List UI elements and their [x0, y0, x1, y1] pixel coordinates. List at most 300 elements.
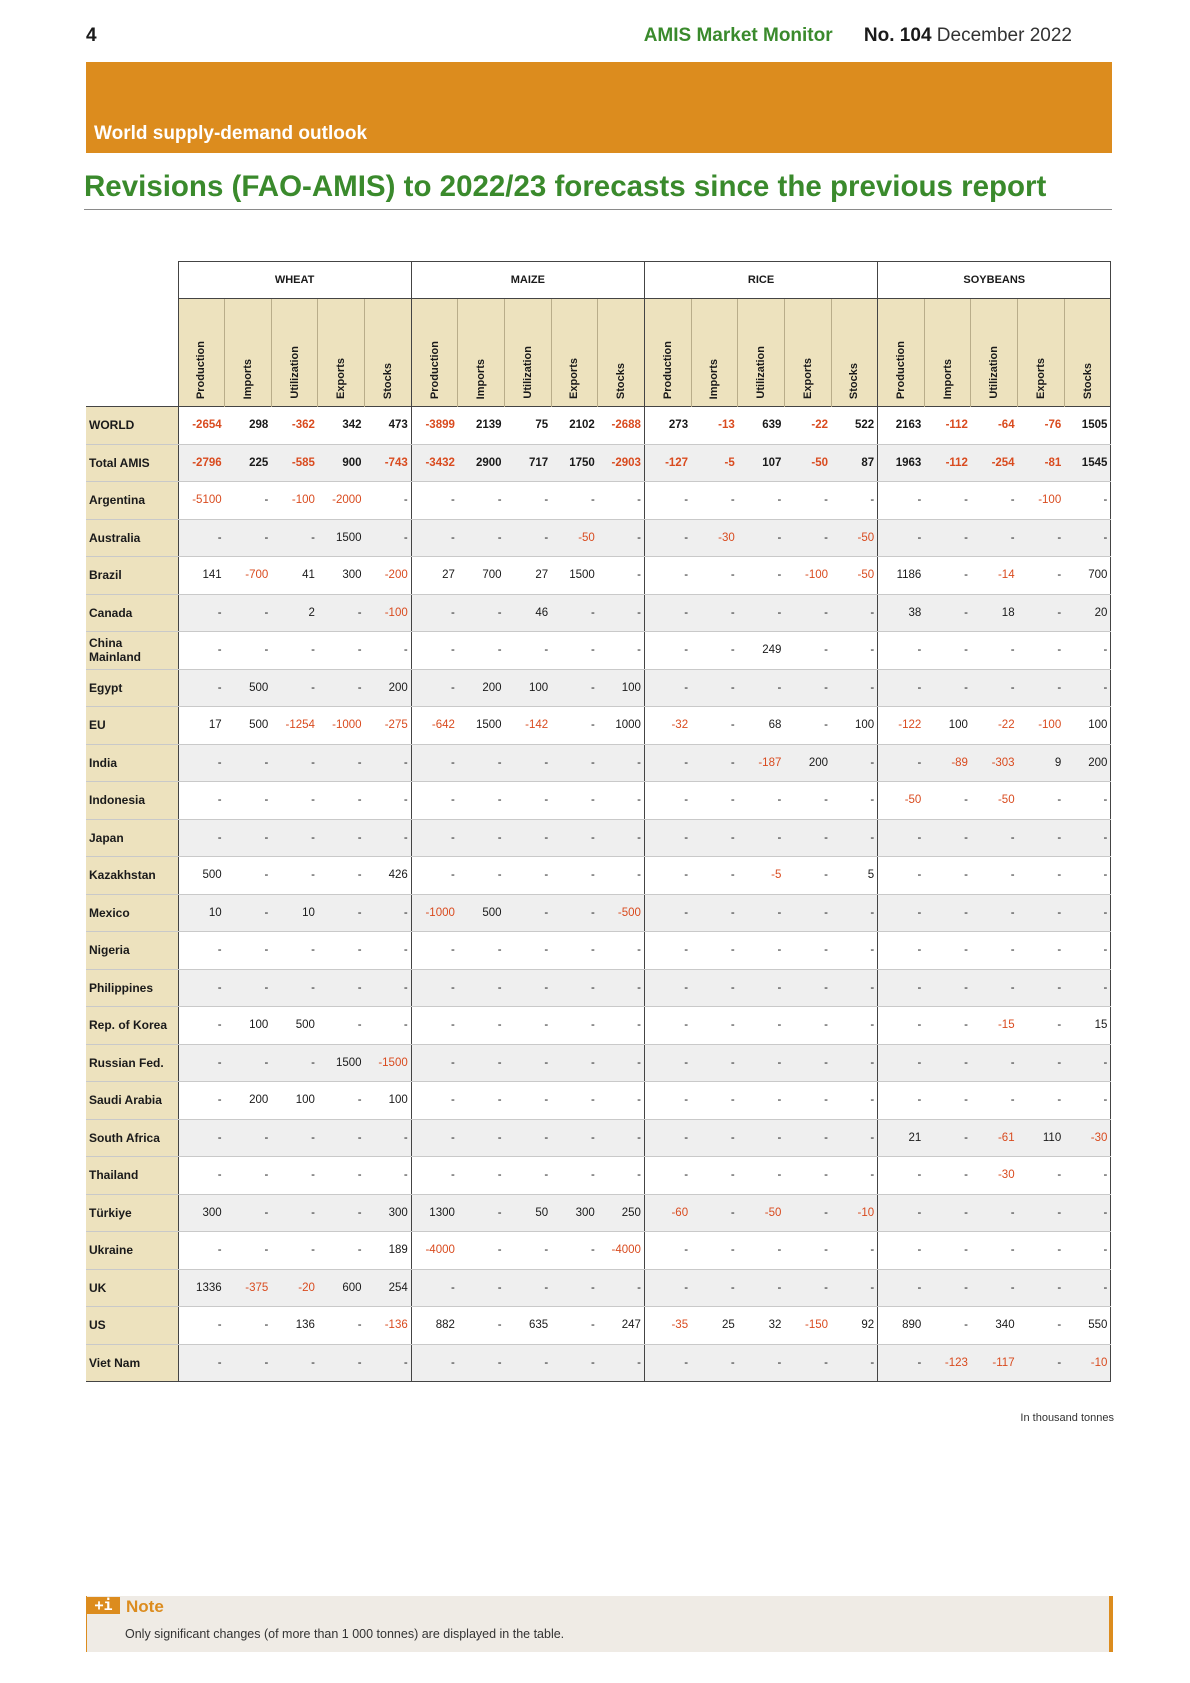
- table-cell: -: [691, 632, 738, 670]
- table-cell: -: [598, 519, 645, 557]
- table-cell: -: [411, 819, 458, 857]
- table-cell: -: [178, 819, 225, 857]
- table-cell: -: [831, 782, 878, 820]
- table-cell: -: [784, 632, 831, 670]
- table-cell: -: [551, 894, 598, 932]
- table-cell: 900: [318, 444, 365, 482]
- table-cell: -: [831, 669, 878, 707]
- note-title: Note: [126, 1597, 164, 1616]
- table-cell: -: [691, 669, 738, 707]
- table-cell: -: [924, 782, 971, 820]
- table-cell: -303: [971, 744, 1018, 782]
- table-cell: -60: [644, 1194, 691, 1232]
- table-cell: -585: [271, 444, 318, 482]
- table-cell: 300: [318, 557, 365, 595]
- table-cell: -: [924, 1232, 971, 1270]
- table-cell: -: [411, 1082, 458, 1120]
- table-cell: -: [458, 1007, 505, 1045]
- table-cell: -: [365, 482, 412, 520]
- table-cell: 1500: [318, 519, 365, 557]
- table-cell: 300: [178, 1194, 225, 1232]
- table-cell: -100: [1018, 482, 1065, 520]
- table-cell: -: [784, 1157, 831, 1195]
- table-cell: 1500: [318, 1044, 365, 1082]
- table-cell: -: [1064, 1269, 1111, 1307]
- table-cell: -112: [924, 444, 971, 482]
- table-cell: -: [691, 1269, 738, 1307]
- table-row: [86, 1157, 1111, 1195]
- table-cell: -743: [365, 444, 412, 482]
- table-cell: -: [1018, 557, 1065, 595]
- table-cell: -: [1018, 1157, 1065, 1195]
- table-cell: -: [598, 1269, 645, 1307]
- page-number: 4: [86, 25, 97, 46]
- table-cell: -: [365, 519, 412, 557]
- table-cell: -: [644, 744, 691, 782]
- table-cell: -: [971, 632, 1018, 670]
- table-cell: -: [458, 1344, 505, 1382]
- table-cell: -: [691, 932, 738, 970]
- table-cell: -: [458, 1044, 505, 1082]
- table-cell: -: [831, 744, 878, 782]
- table-cell: -: [1018, 819, 1065, 857]
- table-cell: -: [1018, 1307, 1065, 1345]
- section-banner: [86, 62, 1112, 153]
- table-cell: -642: [411, 707, 458, 745]
- country-name: Argentina: [86, 482, 178, 520]
- column-header-label: Utilization: [288, 346, 301, 399]
- table-cell: -: [784, 519, 831, 557]
- table-cell: -: [505, 969, 552, 1007]
- table-cell: -: [831, 1269, 878, 1307]
- table-cell: -: [551, 482, 598, 520]
- table-cell: 107: [738, 444, 785, 482]
- table-cell: 298: [225, 407, 272, 445]
- table-cell: -: [225, 519, 272, 557]
- table-cell: 500: [225, 707, 272, 745]
- table-cell: -: [551, 969, 598, 1007]
- table-cell: -2000: [318, 482, 365, 520]
- table-cell: 100: [365, 1082, 412, 1120]
- country-name: South Africa: [86, 1119, 178, 1157]
- table-cell: 10: [271, 894, 318, 932]
- table-cell: -: [691, 1007, 738, 1045]
- table-cell: -: [411, 857, 458, 895]
- column-header: [1064, 299, 1111, 407]
- table-cell: -: [551, 744, 598, 782]
- table-cell: 639: [738, 407, 785, 445]
- table-cell: -: [644, 819, 691, 857]
- table-cell: -: [598, 744, 645, 782]
- table-cell: 200: [784, 744, 831, 782]
- table-cell: -: [691, 1232, 738, 1270]
- table-cell: -64: [971, 407, 1018, 445]
- table-cell: 1300: [411, 1194, 458, 1232]
- table-cell: -: [878, 1082, 925, 1120]
- table-cell: 473: [365, 407, 412, 445]
- column-header-label: Stocks: [615, 362, 628, 399]
- table-cell: -: [644, 519, 691, 557]
- table-cell: -: [738, 782, 785, 820]
- table-cell: -: [924, 857, 971, 895]
- country-name: India: [86, 744, 178, 782]
- table-cell: -: [505, 932, 552, 970]
- table-row: [86, 1044, 1111, 1082]
- table-cell: -: [365, 969, 412, 1007]
- table-row: [86, 1082, 1111, 1120]
- table-cell: -: [225, 1044, 272, 1082]
- table-cell: -127: [644, 444, 691, 482]
- table-cell: 100: [225, 1007, 272, 1045]
- table-cell: -: [271, 782, 318, 820]
- table-cell: -: [691, 894, 738, 932]
- table-cell: -: [551, 1269, 598, 1307]
- table-cell: -187: [738, 744, 785, 782]
- table-cell: -: [411, 932, 458, 970]
- table-cell: -: [691, 482, 738, 520]
- table-row: [86, 1007, 1111, 1045]
- table-cell: -: [738, 1157, 785, 1195]
- country-name: China Mainland: [86, 632, 178, 670]
- table-cell: -: [738, 969, 785, 1007]
- table-cell: -: [1064, 894, 1111, 932]
- table-cell: -700: [225, 557, 272, 595]
- table-cell: 890: [878, 1307, 925, 1345]
- table-cell: -: [1064, 782, 1111, 820]
- issue-number: No. 104: [863, 25, 932, 46]
- table-cell: -: [458, 1307, 505, 1345]
- table-cell: -: [738, 1344, 785, 1382]
- table-cell: -: [1064, 1194, 1111, 1232]
- table-cell: -: [644, 894, 691, 932]
- table-cell: -: [691, 1082, 738, 1120]
- table-cell: -50: [831, 557, 878, 595]
- table-cell: -: [271, 669, 318, 707]
- table-cell: -: [691, 969, 738, 1007]
- table-cell: -: [411, 1044, 458, 1082]
- table-cell: -: [738, 1044, 785, 1082]
- column-header-label: Production: [661, 340, 674, 399]
- table-cell: -: [644, 857, 691, 895]
- table-cell: 200: [365, 669, 412, 707]
- table-cell: 100: [598, 669, 645, 707]
- table-cell: -: [1064, 669, 1111, 707]
- table-cell: -: [738, 519, 785, 557]
- table-cell: -: [551, 1344, 598, 1382]
- table-cell: -: [831, 932, 878, 970]
- country-name: Indonesia: [86, 782, 178, 820]
- table-cell: -: [225, 632, 272, 670]
- table-cell: -: [1018, 782, 1065, 820]
- table-cell: -: [411, 1344, 458, 1382]
- column-header: [878, 299, 925, 407]
- table-cell: -: [365, 1119, 412, 1157]
- table-cell: -: [365, 894, 412, 932]
- table-cell: -: [318, 1007, 365, 1045]
- table-cell: -: [225, 482, 272, 520]
- table-cell: -: [598, 782, 645, 820]
- table-cell: -: [831, 1344, 878, 1382]
- table-cell: 27: [505, 557, 552, 595]
- table-cell: -: [271, 632, 318, 670]
- table-cell: -: [691, 594, 738, 632]
- table-cell: -: [691, 1344, 738, 1382]
- table-cell: -: [271, 1232, 318, 1270]
- table-cell: 27: [411, 557, 458, 595]
- table-cell: -: [644, 632, 691, 670]
- table-cell: -: [458, 819, 505, 857]
- table-cell: -: [225, 932, 272, 970]
- table-cell: -: [551, 857, 598, 895]
- table-row: [86, 857, 1111, 895]
- table-cell: -: [318, 744, 365, 782]
- table-cell: -: [878, 932, 925, 970]
- table-cell: -112: [924, 407, 971, 445]
- table-cell: -: [971, 969, 1018, 1007]
- table-cell: -: [971, 857, 1018, 895]
- table-cell: -150: [784, 1307, 831, 1345]
- table-cell: -136: [365, 1307, 412, 1345]
- table-cell: -: [271, 1119, 318, 1157]
- column-header-label: Stocks: [848, 362, 861, 399]
- table-cell: -: [1018, 932, 1065, 970]
- table-cell: -: [505, 744, 552, 782]
- table-cell: -50: [738, 1194, 785, 1232]
- table-cell: -: [318, 594, 365, 632]
- table-cell: 250: [598, 1194, 645, 1232]
- table-cell: 249: [738, 632, 785, 670]
- table-cell: -: [505, 1232, 552, 1270]
- table-cell: 21: [878, 1119, 925, 1157]
- table-cell: -: [831, 819, 878, 857]
- table-cell: -: [924, 1119, 971, 1157]
- table-cell: -: [691, 1157, 738, 1195]
- table-cell: -: [971, 669, 1018, 707]
- table-cell: 200: [458, 669, 505, 707]
- header-spacer: [86, 262, 178, 299]
- table-cell: -: [318, 1307, 365, 1345]
- table-cell: -: [971, 482, 1018, 520]
- table-cell: -: [924, 894, 971, 932]
- table-cell: -3432: [411, 444, 458, 482]
- table-cell: -: [924, 519, 971, 557]
- table-cell: -: [738, 557, 785, 595]
- table-cell: -2903: [598, 444, 645, 482]
- table-cell: 50: [505, 1194, 552, 1232]
- table-cell: -: [551, 1082, 598, 1120]
- table-cell: -5: [738, 857, 785, 895]
- table-cell: 1336: [178, 1269, 225, 1307]
- column-header-label: Production: [428, 340, 441, 399]
- table-cell: -: [1064, 1082, 1111, 1120]
- table-cell: 254: [365, 1269, 412, 1307]
- column-header-label: Imports: [241, 358, 254, 399]
- country-name: Egypt: [86, 669, 178, 707]
- table-cell: -: [1018, 594, 1065, 632]
- table-cell: -: [318, 1194, 365, 1232]
- table-cell: -30: [1064, 1119, 1111, 1157]
- table-cell: -: [271, 1194, 318, 1232]
- table-cell: -4000: [598, 1232, 645, 1270]
- table-cell: -: [598, 819, 645, 857]
- table-cell: -: [598, 594, 645, 632]
- table-cell: -: [738, 1082, 785, 1120]
- table-cell: -1000: [411, 894, 458, 932]
- table-cell: -117: [971, 1344, 1018, 1382]
- table-cell: -: [738, 1007, 785, 1045]
- table-row: [86, 407, 1111, 445]
- table-cell: -: [551, 932, 598, 970]
- column-header: [644, 299, 691, 407]
- table-cell: -: [411, 969, 458, 1007]
- table-cell: -: [1018, 894, 1065, 932]
- table-row: [86, 1344, 1111, 1382]
- table-cell: 100: [271, 1082, 318, 1120]
- country-name: US: [86, 1307, 178, 1345]
- table-cell: -: [784, 1269, 831, 1307]
- table-cell: -: [1064, 819, 1111, 857]
- table-cell: -: [178, 1232, 225, 1270]
- table-cell: -: [598, 482, 645, 520]
- table-cell: 9: [1018, 744, 1065, 782]
- table-cell: -: [411, 744, 458, 782]
- table-cell: -: [691, 1119, 738, 1157]
- table-cell: 20: [1064, 594, 1111, 632]
- table-cell: -: [225, 594, 272, 632]
- table-cell: -: [1018, 632, 1065, 670]
- table-cell: -: [598, 632, 645, 670]
- table-cell: -: [924, 819, 971, 857]
- table-cell: 2: [271, 594, 318, 632]
- column-header: [1018, 299, 1065, 407]
- table-cell: -: [924, 1157, 971, 1195]
- country-name: EU: [86, 707, 178, 745]
- table-cell: -: [551, 1232, 598, 1270]
- column-header-label: Utilization: [988, 346, 1001, 399]
- table-cell: -50: [551, 519, 598, 557]
- table-cell: -: [831, 632, 878, 670]
- table-cell: -: [225, 1344, 272, 1382]
- table-cell: 500: [271, 1007, 318, 1045]
- table-cell: -: [505, 1044, 552, 1082]
- table-cell: -: [1018, 519, 1065, 557]
- column-header: [831, 299, 878, 407]
- table-cell: -: [831, 1119, 878, 1157]
- table-cell: -: [644, 782, 691, 820]
- column-header: [924, 299, 971, 407]
- table-cell: -: [1018, 1232, 1065, 1270]
- table-cell: 25: [691, 1307, 738, 1345]
- table-cell: -362: [271, 407, 318, 445]
- table-cell: -: [411, 594, 458, 632]
- table-cell: -: [1018, 669, 1065, 707]
- column-header: [691, 299, 738, 407]
- table-cell: 5: [831, 857, 878, 895]
- table-cell: -: [598, 1007, 645, 1045]
- table-cell: -: [505, 632, 552, 670]
- table-cell: 189: [365, 1232, 412, 1270]
- table-row: [86, 1194, 1111, 1232]
- country-name: Canada: [86, 594, 178, 632]
- revisions-table: [86, 261, 1111, 1382]
- table-cell: -: [644, 1344, 691, 1382]
- table-cell: -: [598, 969, 645, 1007]
- table-cell: 68: [738, 707, 785, 745]
- table-cell: -: [505, 782, 552, 820]
- table-cell: -500: [598, 894, 645, 932]
- table-cell: -: [411, 519, 458, 557]
- table-cell: -: [691, 707, 738, 745]
- table-cell: -: [178, 1307, 225, 1345]
- column-header: [738, 299, 785, 407]
- table-cell: -: [1064, 1232, 1111, 1270]
- country-name: Mexico: [86, 894, 178, 932]
- table-cell: 882: [411, 1307, 458, 1345]
- table-cell: 17: [178, 707, 225, 745]
- table-cell: -: [738, 1119, 785, 1157]
- table-cell: -: [784, 969, 831, 1007]
- table-cell: 92: [831, 1307, 878, 1345]
- table-cell: -: [271, 819, 318, 857]
- table-cell: -: [271, 1044, 318, 1082]
- table-cell: -: [784, 894, 831, 932]
- table-cell: 38: [878, 594, 925, 632]
- table-cell: -: [505, 1119, 552, 1157]
- column-header: [551, 299, 598, 407]
- table-cell: -: [644, 557, 691, 595]
- table-cell: 522: [831, 407, 878, 445]
- table-cell: -142: [505, 707, 552, 745]
- table-cell: 200: [1064, 744, 1111, 782]
- table-cell: -: [505, 1007, 552, 1045]
- table-cell: 1000: [598, 707, 645, 745]
- table-cell: -: [365, 744, 412, 782]
- table-cell: -: [598, 1082, 645, 1120]
- table-cell: -: [178, 594, 225, 632]
- table-cell: -: [738, 932, 785, 970]
- table-cell: -: [225, 1119, 272, 1157]
- table-cell: -100: [1018, 707, 1065, 745]
- table-cell: -: [924, 1007, 971, 1045]
- table-cell: -100: [365, 594, 412, 632]
- table-cell: -: [738, 594, 785, 632]
- table-cell: -: [971, 1194, 1018, 1232]
- table-cell: -: [178, 782, 225, 820]
- group-header-2: RICE: [644, 262, 877, 299]
- table-row: [86, 669, 1111, 707]
- table-cell: -: [318, 1157, 365, 1195]
- table-cell: -: [644, 1232, 691, 1270]
- table-cell: -5100: [178, 482, 225, 520]
- table-cell: 2102: [551, 407, 598, 445]
- table-cell: -: [784, 782, 831, 820]
- table-cell: -: [458, 482, 505, 520]
- table-cell: 100: [924, 707, 971, 745]
- country-name: Russian Fed.: [86, 1044, 178, 1082]
- country-name: Saudi Arabia: [86, 1082, 178, 1120]
- table-row: [86, 782, 1111, 820]
- table-cell: -: [784, 819, 831, 857]
- table-cell: -: [458, 1269, 505, 1307]
- table-row: [86, 1269, 1111, 1307]
- table-cell: -35: [644, 1307, 691, 1345]
- table-cell: 700: [458, 557, 505, 595]
- table-cell: -275: [365, 707, 412, 745]
- column-header: [318, 299, 365, 407]
- table-cell: -: [1064, 1157, 1111, 1195]
- table-cell: -: [318, 1232, 365, 1270]
- table-cell: -: [458, 857, 505, 895]
